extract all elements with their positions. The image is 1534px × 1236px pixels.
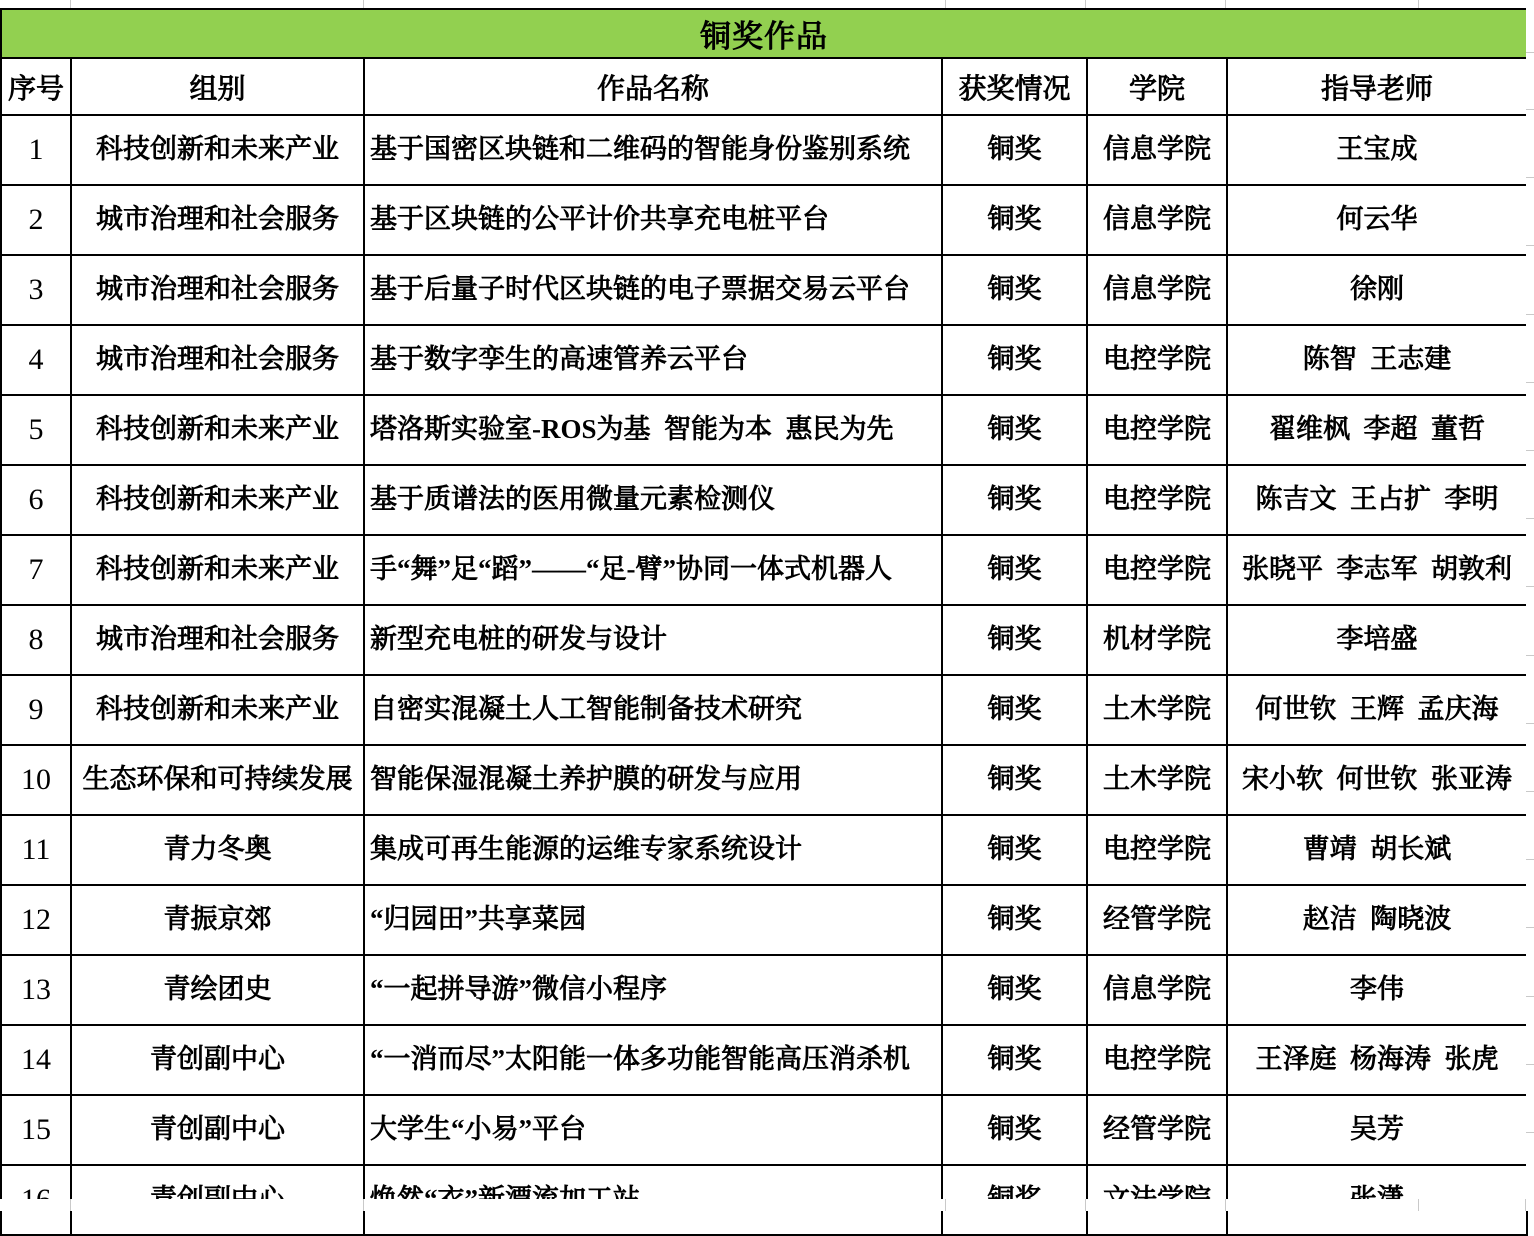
col-header-work[interactable]: 作品名称 — [364, 58, 942, 115]
cell-award[interactable]: 铜奖 — [942, 465, 1087, 535]
cell-award[interactable]: 铜奖 — [942, 815, 1087, 885]
cell-work-name[interactable]: “归园田”共享菜园 — [364, 885, 942, 955]
table-row — [1, 255, 1527, 325]
cell-work-name[interactable]: 基于国密区块链和二维码的智能身份鉴别系统 — [364, 115, 942, 185]
cell-work-name[interactable]: “一消而尽”太阳能一体多功能智能高压消杀机 — [364, 1025, 942, 1095]
cell-award[interactable]: 铜奖 — [942, 745, 1087, 815]
cell-index[interactable]: 5 — [1, 395, 71, 465]
col-header-index[interactable]: 序号 — [1, 58, 71, 115]
gridline — [1525, 1199, 1526, 1211]
cell-award[interactable]: 铜奖 — [942, 605, 1087, 675]
cell-index[interactable]: 14 — [1, 1025, 71, 1095]
cell-index[interactable]: 9 — [1, 675, 71, 745]
cell-work-name[interactable]: 基于质谱法的医用微量元素检测仪 — [364, 465, 942, 535]
cell-group[interactable]: 科技创新和未来产业 — [71, 465, 364, 535]
cell-index[interactable]: 13 — [1, 955, 71, 1025]
cell-work-name[interactable]: 基于后量子时代区块链的电子票据交易云平台 — [364, 255, 942, 325]
table-row — [1, 465, 1527, 535]
cell-group[interactable]: 青绘团史 — [71, 955, 364, 1025]
title-row — [1, 9, 1527, 58]
gridline — [945, 1199, 946, 1211]
cell-award[interactable]: 铜奖 — [942, 955, 1087, 1025]
gridline — [1526, 245, 1534, 246]
cell-award[interactable]: 铜奖 — [942, 535, 1087, 605]
table-row — [1, 815, 1527, 885]
gridline — [1225, 1199, 1226, 1211]
cell-index[interactable]: 7 — [1, 535, 71, 605]
cell-college[interactable]: 电控学院 — [1087, 395, 1227, 465]
cell-index[interactable]: 15 — [1, 1095, 71, 1165]
cell-work-name[interactable]: “一起拼导游”微信小程序 — [364, 955, 942, 1025]
cell-award[interactable]: 铜奖 — [942, 115, 1087, 185]
cell-advisors[interactable]: 李伟 — [1227, 955, 1527, 1025]
gridline — [1526, 723, 1534, 724]
cell-college[interactable]: 信息学院 — [1087, 955, 1227, 1025]
cell-index[interactable]: 6 — [1, 465, 71, 535]
cell-work-name[interactable]: 新型充电桩的研发与设计 — [364, 605, 942, 675]
sheet-gridlines-top — [0, 0, 1534, 8]
gridline — [70, 1199, 71, 1211]
cell-college[interactable]: 电控学院 — [1087, 325, 1227, 395]
cell-index[interactable]: 3 — [1, 255, 71, 325]
gridline — [1526, 518, 1534, 519]
cell-group[interactable]: 城市治理和社会服务 — [71, 255, 364, 325]
sheet-gridlines-bottom — [0, 1199, 1534, 1211]
gridline — [1085, 1199, 1086, 1211]
cell-college[interactable]: 信息学院 — [1087, 115, 1227, 185]
cell-group[interactable]: 青振京郊 — [71, 885, 364, 955]
cell-advisors[interactable]: 何云华 — [1227, 185, 1527, 255]
gridline — [1526, 996, 1534, 997]
cell-index[interactable]: 2 — [1, 185, 71, 255]
col-header-award[interactable]: 获奖情况 — [942, 58, 1087, 115]
cell-award[interactable]: 铜奖 — [942, 1095, 1087, 1165]
cell-work-name[interactable]: 手“舞”足“蹈”——“足-臂”协同一体式机器人 — [364, 535, 942, 605]
cell-advisors[interactable]: 王宝成 — [1227, 115, 1527, 185]
gridline — [1085, 0, 1086, 8]
gridline — [1526, 927, 1534, 928]
cell-award[interactable]: 铜奖 — [942, 255, 1087, 325]
table-row — [1, 955, 1527, 1025]
bronze-awards-table — [0, 8, 1528, 1236]
cell-group[interactable]: 科技创新和未来产业 — [71, 395, 364, 465]
cell-group[interactable]: 生态环保和可持续发展 — [71, 745, 364, 815]
cell-college[interactable]: 土木学院 — [1087, 675, 1227, 745]
cell-advisors[interactable]: 陈吉文 王占扩 李明 — [1227, 465, 1527, 535]
cell-work-name[interactable]: 智能保湿混凝土养护膜的研发与应用 — [364, 745, 942, 815]
gridline — [1526, 52, 1534, 53]
gridline — [1526, 177, 1534, 178]
cell-advisors[interactable]: 宋小软 何世钦 张亚涛 — [1227, 745, 1527, 815]
cell-award[interactable]: 铜奖 — [942, 325, 1087, 395]
cell-index[interactable]: 1 — [1, 115, 71, 185]
table-row — [1, 395, 1527, 465]
gridline — [945, 0, 946, 8]
cell-college[interactable]: 电控学院 — [1087, 1025, 1227, 1095]
header-row — [1, 58, 1527, 115]
cell-work-name[interactable]: 集成可再生能源的运维专家系统设计 — [364, 815, 942, 885]
cell-college[interactable]: 信息学院 — [1087, 185, 1227, 255]
cell-college[interactable]: 经管学院 — [1087, 1095, 1227, 1165]
table-row — [1, 1025, 1527, 1095]
gridline — [363, 1199, 364, 1211]
cell-advisors[interactable]: 赵洁 陶晓波 — [1227, 885, 1527, 955]
gridline — [1526, 109, 1534, 110]
cell-advisors[interactable]: 张晓平 李志军 胡敦利 — [1227, 535, 1527, 605]
table-row — [1, 675, 1527, 745]
cell-work-name[interactable]: 基于数字孪生的高速管养云平台 — [364, 325, 942, 395]
cell-index[interactable]: 8 — [1, 605, 71, 675]
cell-index[interactable]: 4 — [1, 325, 71, 395]
table-row — [1, 115, 1527, 185]
cell-college[interactable]: 电控学院 — [1087, 815, 1227, 885]
cell-advisors[interactable]: 何世钦 王辉 孟庆海 — [1227, 675, 1527, 745]
cell-group[interactable]: 城市治理和社会服务 — [71, 325, 364, 395]
cell-advisors[interactable]: 陈智 王志建 — [1227, 325, 1527, 395]
table-row — [1, 535, 1527, 605]
cell-advisors[interactable]: 王泽庭 杨海涛 张虎 — [1227, 1025, 1527, 1095]
gridline — [1526, 382, 1534, 383]
cell-advisors[interactable]: 吴芳 — [1227, 1095, 1527, 1165]
cell-college[interactable]: 信息学院 — [1087, 255, 1227, 325]
col-header-advisors[interactable]: 指导老师 — [1227, 58, 1527, 115]
cell-group[interactable]: 城市治理和社会服务 — [71, 185, 364, 255]
gridline — [1526, 791, 1534, 792]
cell-index[interactable]: 10 — [1, 745, 71, 815]
cell-index[interactable]: 11 — [1, 815, 71, 885]
cell-award[interactable]: 铜奖 — [942, 185, 1087, 255]
table-row — [1, 605, 1527, 675]
table-title-cell[interactable]: 铜奖作品 — [1, 9, 1527, 58]
cell-work-name[interactable]: 自密实混凝土人工智能制备技术研究 — [364, 675, 942, 745]
cell-advisors[interactable]: 曹靖 胡长斌 — [1227, 815, 1527, 885]
table-row — [1, 325, 1527, 395]
table-row — [1, 885, 1527, 955]
gridline — [1526, 1132, 1534, 1133]
gridline — [363, 0, 364, 8]
cell-advisors[interactable]: 徐刚 — [1227, 255, 1527, 325]
gridline — [1526, 859, 1534, 860]
cell-work-name[interactable]: 塔洛斯实验室-ROS为基 智能为本 惠民为先 — [364, 395, 942, 465]
cell-work-name[interactable]: 大学生“小易”平台 — [364, 1095, 942, 1165]
gridline — [1418, 1199, 1419, 1211]
cell-award[interactable]: 铜奖 — [942, 1025, 1087, 1095]
sheet-gridlines-right — [1526, 8, 1534, 1211]
cell-group[interactable]: 青创副中心 — [71, 1025, 364, 1095]
cell-group[interactable]: 科技创新和未来产业 — [71, 115, 364, 185]
cell-college[interactable]: 土木学院 — [1087, 745, 1227, 815]
cell-college[interactable]: 电控学院 — [1087, 535, 1227, 605]
cell-college[interactable]: 机材学院 — [1087, 605, 1227, 675]
cell-award[interactable]: 铜奖 — [942, 675, 1087, 745]
cell-index[interactable]: 12 — [1, 885, 71, 955]
cell-college[interactable]: 电控学院 — [1087, 465, 1227, 535]
gridline — [1225, 0, 1226, 8]
cell-group[interactable]: 青创副中心 — [71, 1095, 364, 1165]
cell-advisors[interactable]: 李培盛 — [1227, 605, 1527, 675]
table-row — [1, 185, 1527, 255]
cell-award[interactable]: 铜奖 — [942, 885, 1087, 955]
cell-award[interactable]: 铜奖 — [942, 395, 1087, 465]
cell-work-name[interactable]: 基于区块链的公平计价共享充电桩平台 — [364, 185, 942, 255]
cell-group[interactable]: 城市治理和社会服务 — [71, 605, 364, 675]
gridline — [1526, 450, 1534, 451]
gridline — [1418, 0, 1419, 8]
gridline — [1526, 655, 1534, 656]
gridline — [70, 0, 71, 8]
col-header-group[interactable]: 组别 — [71, 58, 364, 115]
cell-group[interactable]: 青力冬奥 — [71, 815, 364, 885]
gridline — [1526, 1064, 1534, 1065]
table-row — [1, 1095, 1527, 1165]
cell-group[interactable]: 科技创新和未来产业 — [71, 675, 364, 745]
gridline — [1526, 314, 1534, 315]
table-row — [1, 745, 1527, 815]
cell-group[interactable]: 科技创新和未来产业 — [71, 535, 364, 605]
gridline — [1526, 586, 1534, 587]
cell-college[interactable]: 经管学院 — [1087, 885, 1227, 955]
cell-advisors[interactable]: 翟维枫 李超 董哲 — [1227, 395, 1527, 465]
col-header-college[interactable]: 学院 — [1087, 58, 1227, 115]
